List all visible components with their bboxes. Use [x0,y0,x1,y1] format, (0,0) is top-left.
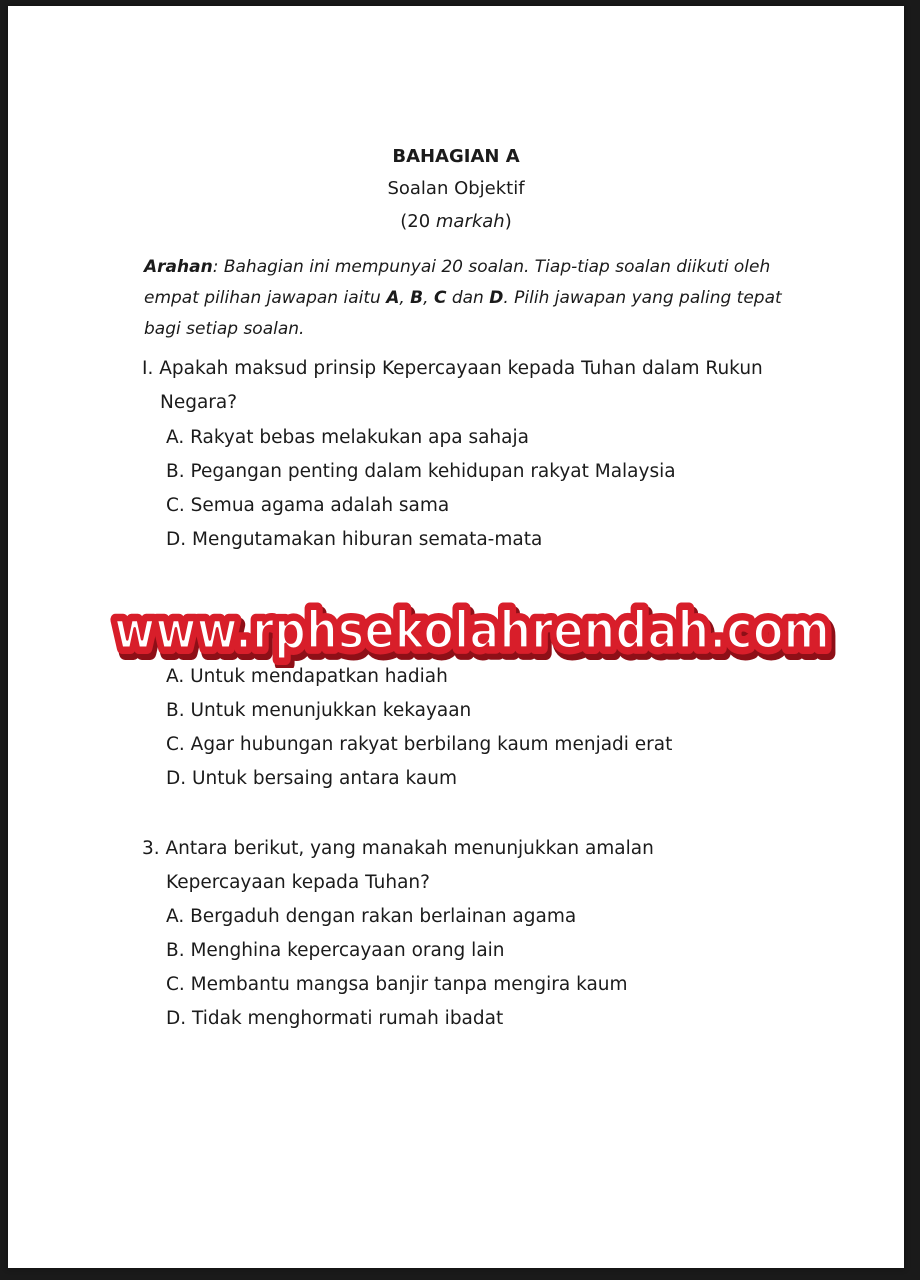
question-text: 3. Antara berikut, yang manakah menunjukkan amalan [142,838,654,859]
instructions-label: Arahan [144,257,213,277]
answer-option: B. Pegangan penting dalam kehidupan rakyat Malaysia [166,461,676,482]
question-text: Kepercayaan kepada Tuhan? [166,872,430,893]
question-text: I. Apakah maksud prinsip Kepercayaan kepada Tuhan dalam Rukun [142,358,763,379]
answer-option: A. Untuk mendapatkan hadiah [166,666,448,687]
question-text: Negara? [160,392,238,413]
answer-option: C. Membantu mangsa banjir tanpa mengira kaum [166,974,628,995]
answer-option: C. Semua agama adalah sama [166,495,450,516]
answer-option: A. Bergaduh dengan rakan berlainan agama [166,906,577,927]
document-page [8,6,904,1268]
watermark [104,594,840,668]
section-subtitle: Soalan Objektif [387,178,525,199]
answer-option: D. Untuk bersaing antara kaum [166,768,457,789]
section-marks: (20 markah) [400,211,512,232]
instructions: Arahan: Bahagian ini mempunyai 20 soalan. Tiap-tiap soalan diikuti oleh empat pilihan jawapan iaitu A, B, C dan D. Pilih jawapan yang paling tepat bagi setiap soalan. [144,257,782,339]
answer-option: A. Rakyat bebas melakukan apa sahaja [166,427,529,448]
watermark-outline: www.rphsekolahrendah.com [114,601,830,661]
section-title: BAHAGIAN A [392,146,520,167]
answer-option: D. Mengutamakan hiburan semata-mata [166,529,543,550]
answer-option: B. Untuk menunjukkan kekayaan [166,700,472,721]
answer-option: B. Menghina kepercayaan orang lain [166,940,505,961]
answer-option: C. Agar hubungan rakyat berbilang kaum menjadi erat [166,734,673,755]
watermark-text: www.rphsekolahrendah.com [114,601,830,661]
answer-option: D. Tidak menghormati rumah ibadat [166,1008,504,1029]
watermark-shadow: www.rphsekolahrendah.com [117,606,833,666]
